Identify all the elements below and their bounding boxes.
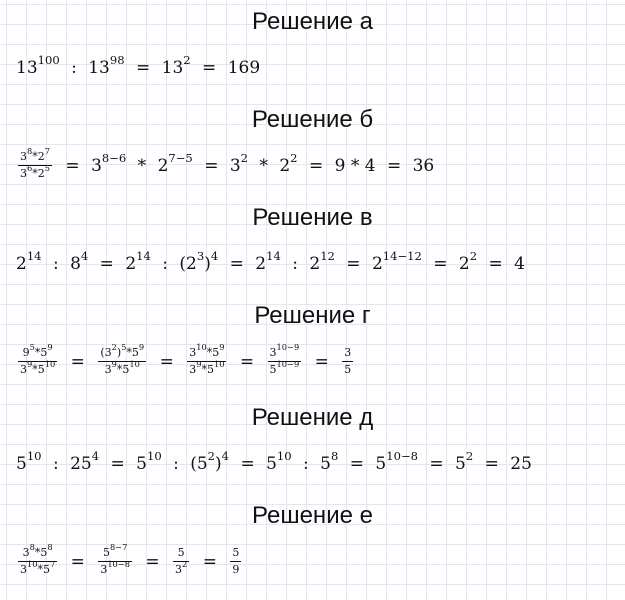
fraction: $\frac{5}{3^2}$ [175, 546, 188, 576]
fraction: $\frac{5^{8-7}}{3^{10-8}}$ [100, 542, 130, 576]
heading-solution-b: Решение б [251, 106, 374, 133]
equation-v: $2^{14}$ : $8^4 = 2^{14}$ : $(2^3)^4 = 2^{14}$ : $2^{12} = 2^{14-12} = 2^2 = 4$ [16, 249, 525, 274]
equation-d: $5^{10}$ : $25^4 = 5^{10}$ : $(5^2)^4 = 5^{10}$ : $5^8 = 5^{10-8} = 5^2 = 25$ [16, 449, 532, 474]
equation-b: $\frac{3^8*2^7}{3^6*2^5}$ = $3^{8-6} * 2^{7-5} = 3^2 * 2^2 = 9 * 4 = 36$ [20, 146, 435, 180]
fraction: $\frac{3^{10-9}}{5^{10-9}}$ [269, 342, 300, 376]
heading-solution-g: Решение г [254, 302, 371, 329]
fraction: $\frac{9^5*5^9}{3^9*5^{10}}$ [20, 342, 56, 376]
equation-e: $\frac{3^8*5^8}{3^{10}*5^7}$ = $\frac{5^{8-7}}{3^{10-8}}$ = $\frac{5}{3^2}$ = $\frac{5}{9}$ [20, 542, 240, 576]
heading-solution-v: Решение в [252, 204, 373, 231]
fraction: $\frac{3}{5}$ [344, 346, 352, 376]
equation-g: $\frac{9^5*5^9}{3^9*5^{10}}$ = $\frac{(3^2)^5*5^9}{3^9*5^{10}}$ = $\frac{3^{10}*5^9}{3^9*5^{10}}$ = $\frac{3^{10-9}}{5^{10-9}}$ = $\frac{3}{5}$ [20, 342, 352, 376]
heading-solution-a: Решение а [252, 8, 373, 35]
fraction: $\frac{(3^2)^5*5^9}{3^9*5^{10}}$ [100, 342, 145, 376]
fraction: $\frac{3^8*2^7}{3^6*2^5}$ [20, 146, 50, 180]
equation-a: $13^{100}$ : $13^{98} = 13^2 = 169$ [16, 53, 261, 78]
fraction: $\frac{5}{9}$ [232, 546, 240, 576]
heading-solution-e: Решение е [252, 502, 373, 529]
fraction: $\frac{3^8*5^8}{3^{10}*5^7}$ [20, 542, 56, 576]
heading-solution-d: Решение д [251, 404, 374, 431]
fraction: $\frac{3^{10}*5^9}{3^9*5^{10}}$ [189, 342, 225, 376]
